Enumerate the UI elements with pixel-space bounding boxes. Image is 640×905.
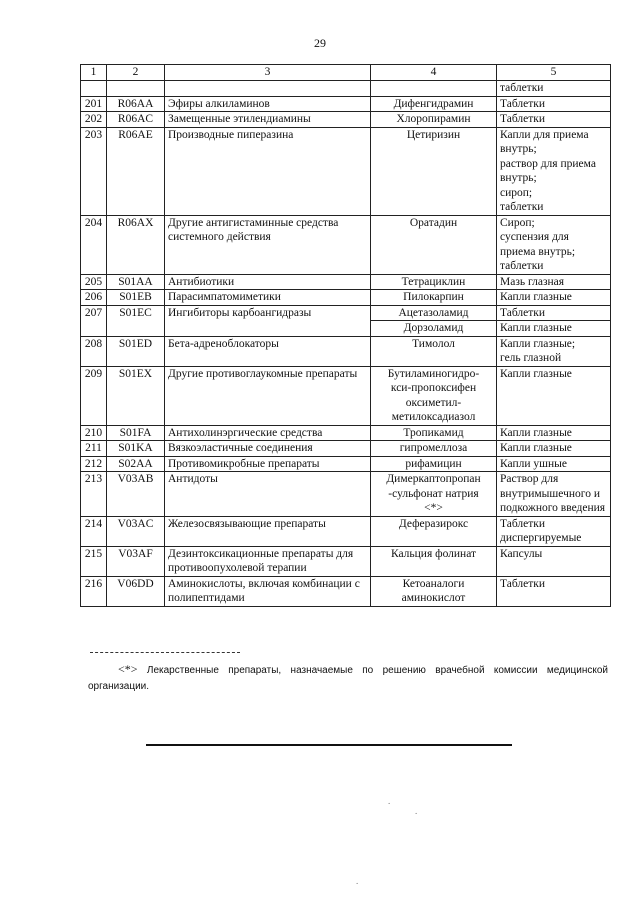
drug-name: Дорзоламид — [371, 321, 497, 337]
table-row — [81, 516, 611, 546]
drug-name: Пилокарпин — [371, 290, 497, 306]
table-row — [81, 290, 611, 306]
anatomical-group: Антихолинэргические средства — [165, 425, 371, 441]
anatomical-group: Производные пиперазина — [165, 127, 371, 215]
drug-name: Цетиризин — [371, 127, 497, 215]
row-number: 212 — [81, 456, 107, 472]
row-number: 204 — [81, 215, 107, 274]
table-row — [81, 112, 611, 128]
row-number: 214 — [81, 516, 107, 546]
dosage-form: Капли глазные — [497, 366, 611, 425]
table-row — [81, 127, 611, 215]
atc-code: S01KA — [107, 441, 165, 457]
anatomical-group: Ингибиторы карбоангидразы — [165, 305, 371, 336]
anatomical-group: Парасимпатомиметики — [165, 290, 371, 306]
row-number: 210 — [81, 425, 107, 441]
table-row — [81, 215, 611, 274]
table-row — [81, 366, 611, 425]
header-col-4: 4 — [371, 65, 497, 81]
dosage-form: Капли для приема внутрь; раствор для приема внутрь; сироп; таблетки — [497, 127, 611, 215]
dosage-form: Сироп; суспензия для приема внутрь; таблетки — [497, 215, 611, 274]
dosage-form: Таблетки диспергируемые — [497, 516, 611, 546]
scan-speck: . — [356, 876, 359, 886]
row-number: 211 — [81, 441, 107, 457]
atc-code: R06AA — [107, 96, 165, 112]
drug-name: Оратадин — [371, 215, 497, 274]
header-col-3: 3 — [165, 65, 371, 81]
dosage-form: Капли глазные; гель глазной — [497, 336, 611, 366]
atc-code: S02AA — [107, 456, 165, 472]
drug-name: Тропикамид — [371, 425, 497, 441]
dosage-form: Капли глазные — [497, 290, 611, 306]
footnote-marker: <*> — [118, 662, 138, 676]
atc-code: S01AA — [107, 274, 165, 290]
table-row — [81, 456, 611, 472]
anatomical-group: Противомикробные препараты — [165, 456, 371, 472]
footnote-separator — [90, 652, 240, 653]
atc-code: R06AE — [107, 127, 165, 215]
dosage-form: Капли ушные — [497, 456, 611, 472]
table-row — [81, 425, 611, 441]
row-number: 208 — [81, 336, 107, 366]
continuation-row — [81, 81, 611, 97]
dosage-form: Таблетки — [497, 305, 611, 321]
anatomical-group: Дезинтоксикационные препараты для противоопухолевой терапии — [165, 546, 371, 576]
dosage-form: Капли глазные — [497, 425, 611, 441]
table-header — [81, 65, 611, 81]
atc-code: R06AC — [107, 112, 165, 128]
row-number: 201 — [81, 96, 107, 112]
drug-name: гипромеллоза — [371, 441, 497, 457]
row-number: 207 — [81, 305, 107, 336]
drug-name: Ацетазоламид — [371, 305, 497, 321]
atc-code: S01EC — [107, 305, 165, 336]
dosage-form: Раствор для внутримышечного и подкожного введения — [497, 472, 611, 517]
dosage-form: Капли глазные — [497, 441, 611, 457]
drug-name: Хлоропирамин — [371, 112, 497, 128]
anatomical-group: Железосвязывающие препараты — [165, 516, 371, 546]
drug-name: Тетрациклин — [371, 274, 497, 290]
drug-name: Бутиламиногидро- кси-пропоксифен оксиметил- метилоксадиазол — [371, 366, 497, 425]
anatomical-group: Антибиотики — [165, 274, 371, 290]
drug-name: Димеркаптопропан -сульфонат натрия <*> — [371, 472, 497, 517]
atc-code: S01ED — [107, 336, 165, 366]
table-row — [81, 441, 611, 457]
footnote — [88, 661, 608, 695]
dosage-form: Капли глазные — [497, 321, 611, 337]
table-row — [81, 96, 611, 112]
dosage-form: Таблетки — [497, 96, 611, 112]
page-number: 29 — [314, 36, 326, 50]
atc-code: S01EX — [107, 366, 165, 425]
atc-code: V03AC — [107, 516, 165, 546]
table-row — [81, 305, 611, 321]
drug-list-table — [80, 64, 611, 607]
row-number: 216 — [81, 576, 107, 606]
anatomical-group: Антидоты — [165, 472, 371, 517]
drug-name: Кальция фолинат — [371, 546, 497, 576]
header-col-2: 2 — [107, 65, 165, 81]
atc-code: V03AB — [107, 472, 165, 517]
dosage-form: Таблетки — [497, 576, 611, 606]
atc-code: V03AF — [107, 546, 165, 576]
row-number: 215 — [81, 546, 107, 576]
dosage-form: Таблетки — [497, 112, 611, 128]
anatomical-group: Бета-адреноблокаторы — [165, 336, 371, 366]
table-row — [81, 274, 611, 290]
anatomical-group: Замещенные этилендиамины — [165, 112, 371, 128]
row-number: 202 — [81, 112, 107, 128]
anatomical-group: Эфиры алкиламинов — [165, 96, 371, 112]
atc-code: S01EB — [107, 290, 165, 306]
anatomical-group: Аминокислоты, включая комбинации с полипептидами — [165, 576, 371, 606]
end-of-section-rule — [146, 744, 512, 746]
table-body — [81, 81, 611, 607]
drug-name: рифамицин — [371, 456, 497, 472]
scan-speck: . — [388, 796, 391, 806]
drug-name: Кетоаналоги аминокислот — [371, 576, 497, 606]
continuation-form: таблетки — [497, 81, 611, 97]
header-col-5: 5 — [497, 65, 611, 81]
row-number: 205 — [81, 274, 107, 290]
table-row — [81, 576, 611, 606]
row-number: 209 — [81, 366, 107, 425]
drug-name: Деферазирокс — [371, 516, 497, 546]
dosage-form: Мазь глазная — [497, 274, 611, 290]
scan-speck: . — [415, 806, 418, 816]
footnote-text: Лекарственные препараты, назначаемые по решению врачебной комиссии медицинской организации. — [88, 665, 609, 692]
drug-name: Тимолол — [371, 336, 497, 366]
row-number: 203 — [81, 127, 107, 215]
table-row — [81, 546, 611, 576]
dosage-form: Капсулы — [497, 546, 611, 576]
anatomical-group: Другие антигистаминные средства системного действия — [165, 215, 371, 274]
row-number: 206 — [81, 290, 107, 306]
atc-code: S01FA — [107, 425, 165, 441]
anatomical-group: Вязкоэластичные соединения — [165, 441, 371, 457]
table-row — [81, 472, 611, 517]
table-row — [81, 336, 611, 366]
header-row — [81, 65, 611, 81]
atc-code: V06DD — [107, 576, 165, 606]
header-col-1: 1 — [81, 65, 107, 81]
drug-name: Дифенгидрамин — [371, 96, 497, 112]
atc-code: R06AX — [107, 215, 165, 274]
row-number: 213 — [81, 472, 107, 517]
anatomical-group: Другие противоглаукомные препараты — [165, 366, 371, 425]
